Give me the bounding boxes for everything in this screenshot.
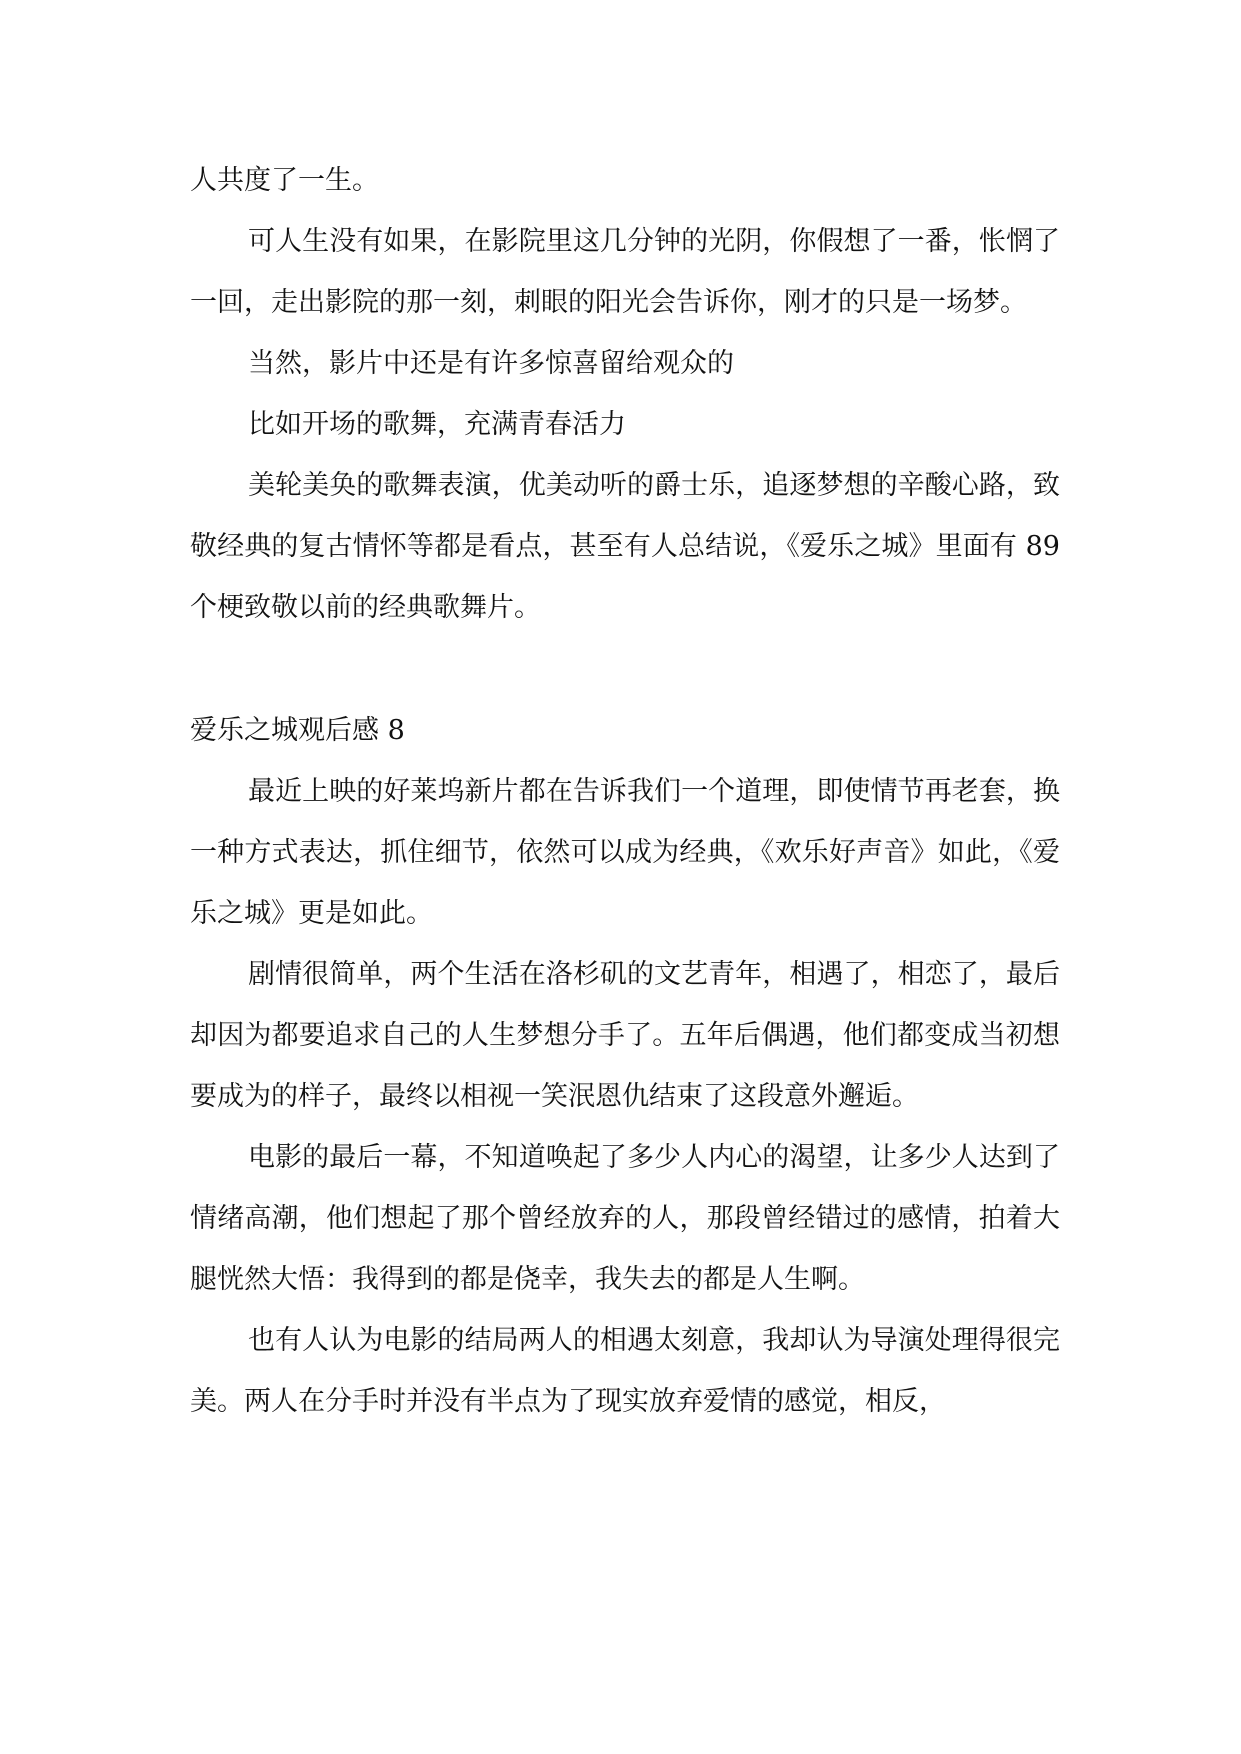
paragraph: 当然，影片中还是有许多惊喜留给观众的 bbox=[248, 348, 734, 379]
paragraph: 最近上映的好莱坞新片都在告诉我们一个道理，即使情节再老套，换一种方式表达，抓住细节，依然可以成为经典，《欢乐好声音》如此，《爱乐之城》更是如此。 bbox=[190, 776, 1060, 929]
paragraph: 比如开场的歌舞，充满青春活力 bbox=[248, 409, 626, 440]
paragraph: 剧情很简单，两个生活在洛杉矶的文艺青年，相遇了，相恋了，最后却因为都要追求自己的人生梦想分手了。五年后偶遇，他们都变成当初想要成为的样子，最终以相视一笑泯恩仇结束了这段意外邂逅。 bbox=[190, 959, 1060, 1112]
paragraph: 电影的最后一幕，不知道唤起了多少人内心的渴望，让多少人达到了情绪高潮，他们想起了那个曾经放弃的人，那段曾经错过的感情，拍着大腿恍然大悟：我得到的都是侥幸，我失去的都是人生啊。 bbox=[190, 1142, 1060, 1295]
paragraph: 也有人认为电影的结局两人的相遇太刻意，我却认为导演处理得很完美。两人在分手时并没有半点为了现实放弃爱情的感觉，相反， bbox=[190, 1325, 1060, 1417]
section-title: 爱乐之城观后感 8 bbox=[190, 715, 405, 746]
continued-line: 人共度了一生。 bbox=[190, 165, 379, 196]
paragraph: 美轮美奂的歌舞表演，优美动听的爵士乐，追逐梦想的辛酸心路，致敬经典的复古情怀等都是看点，甚至有人总结说，《爱乐之城》里面有 89 个梗致敬以前的经典歌舞片。 bbox=[190, 470, 1060, 623]
document-page bbox=[190, 150, 1060, 1432]
paragraph: 可人生没有如果，在影院里这几分钟的光阴，你假想了一番，怅惘了一回，走出影院的那一刻，刺眼的阳光会告诉你，刚才的只是一场梦。 bbox=[190, 226, 1060, 318]
